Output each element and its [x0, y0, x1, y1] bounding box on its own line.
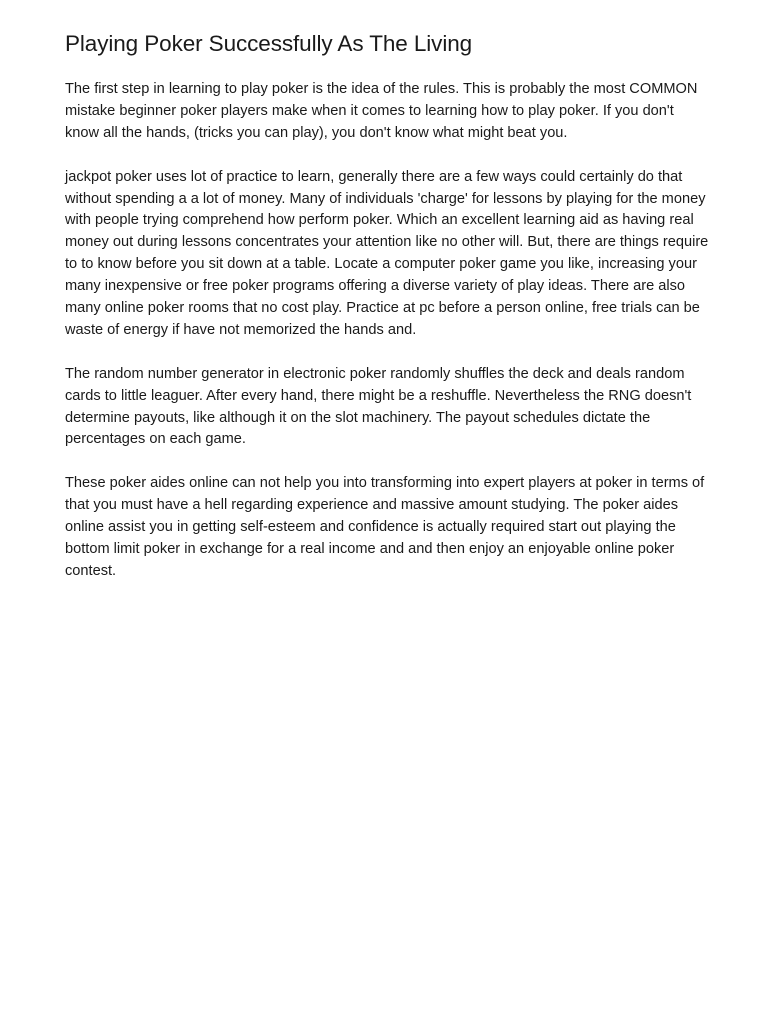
- paragraph-rules: The first step in learning to play poker is the idea of the rules. This is probably the most COMMON mistake beginner poker players make when it comes to learning how to play poker. If you don't know all the hands, (tricks you can play), you don't know what might beat you.: [65, 81, 698, 141]
- paragraph-practice: jackpot poker uses lot of practice to learn, generally there are a few ways could certainly do that without spending a a lot of money. Many of individuals 'charge' for lessons by playing for the money with people trying comprehend how perform poker. Which an excellent learning aid as having real money out during lessons concentrates your attention like no other will. But, there are things require to to know before you sit down at a table. Locate a computer poker game you like, increasing your many inexpensive or free poker programs offering a diverse variety of play ideas. There are also many online poker rooms that no cost play. Practice at pc before a person online, free trials can be waste of energy if have not memorized the hands and.: [65, 168, 709, 338]
- document-page: [65, 28, 710, 583]
- page-title: Playing Poker Successfully As The Living: [65, 31, 473, 56]
- paragraph-random-number-generator: The random number generator in electronic poker randomly shuffles the deck and deals random cards to little leaguer. After every hand, there might be a reshuffle. Nevertheless the RNG doesn't determine payouts, like although it on the slot machinery. The payout schedules dictate the percentages on each game.: [65, 365, 692, 448]
- paragraph-poker-aides: These poker aides online can not help you into transforming into expert players at poker in terms of that you must have a hell regarding experience and massive amount studying. The poker aides online assist you in getting self-esteem and confidence is actually required start out playing the bottom limit poker in exchange for a real income and and then enjoy an enjoyable online poker contest.: [65, 475, 705, 579]
